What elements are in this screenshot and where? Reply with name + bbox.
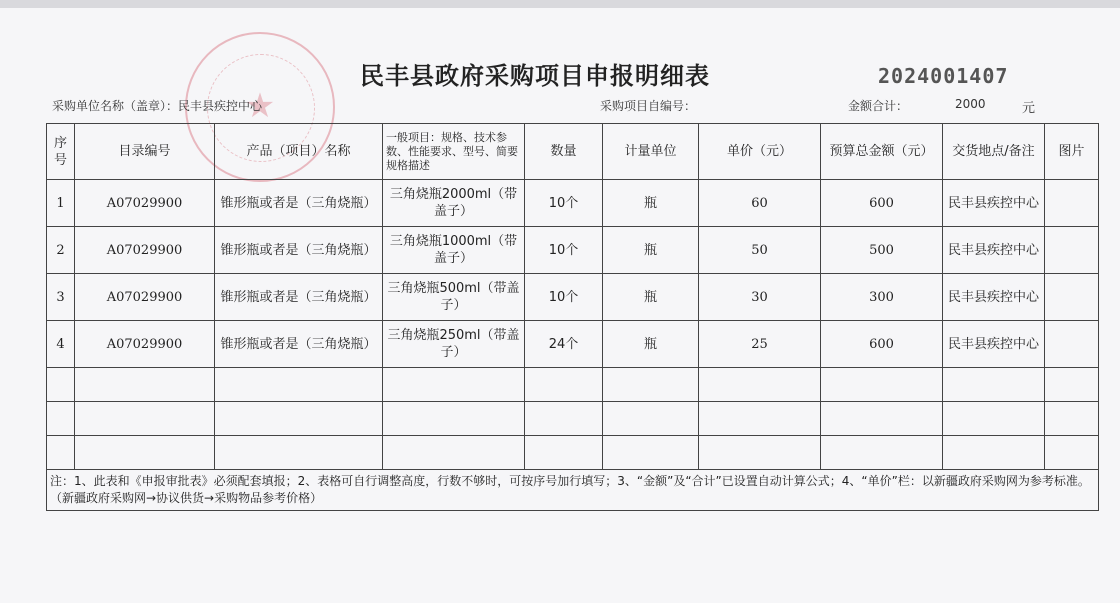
- empty-row: [47, 402, 1099, 436]
- project-number-label: 采购项目自编号：: [600, 99, 697, 113]
- header-budget: 预算总金额（元）: [821, 124, 943, 180]
- cell-delivery: 民丰县疾控中心: [943, 274, 1045, 321]
- procurement-table: [46, 123, 1099, 511]
- cell-price: 60: [699, 180, 821, 227]
- cell-price: 50: [699, 227, 821, 274]
- cell-product: 锥形瓶或者是（三角烧瓶）: [215, 274, 383, 321]
- cell-unit: 瓶: [603, 180, 699, 227]
- cell-seq: 2: [47, 227, 75, 274]
- cell-seq: 1: [47, 180, 75, 227]
- table-row: [47, 227, 1099, 274]
- table-header-row: [47, 124, 1099, 180]
- cell-unit: 瓶: [603, 227, 699, 274]
- header-qty: 数量: [525, 124, 603, 180]
- cell-budget: 600: [821, 321, 943, 368]
- seal-star-icon: ★: [244, 86, 276, 126]
- table-row: [47, 180, 1099, 227]
- cell-unit: 瓶: [603, 274, 699, 321]
- header-delivery: 交货地点/备注: [943, 124, 1045, 180]
- cell-image: [1045, 321, 1099, 368]
- header-product: 产品（项目）名称: [215, 124, 383, 180]
- header-price: 单价（元）: [699, 124, 821, 180]
- cell-seq: 3: [47, 274, 75, 321]
- cell-unit: 瓶: [603, 321, 699, 368]
- cell-delivery: 民丰县疾控中心: [943, 227, 1045, 274]
- cell-catalog: A07029900: [75, 321, 215, 368]
- serial-number: 2024001407: [878, 64, 1009, 88]
- amount-total-value: 2000: [955, 97, 986, 111]
- cell-seq: 4: [47, 321, 75, 368]
- cell-catalog: A07029900: [75, 274, 215, 321]
- amount-total-label: 金额合计：: [848, 99, 909, 113]
- cell-qty: 10个: [525, 180, 603, 227]
- cell-spec: 三角烧瓶1000ml（带盖子）: [383, 227, 525, 274]
- header-unit: 计量单位: [603, 124, 699, 180]
- cell-price: 25: [699, 321, 821, 368]
- note-row: [47, 470, 1099, 511]
- cell-budget: 600: [821, 180, 943, 227]
- currency-label: 元: [1022, 101, 1036, 116]
- cell-price: 30: [699, 274, 821, 321]
- cell-qty: 24个: [525, 321, 603, 368]
- cell-product: 锥形瓶或者是（三角烧瓶）: [215, 321, 383, 368]
- cell-budget: 300: [821, 274, 943, 321]
- header-catalog: 目录编号: [75, 124, 215, 180]
- cell-delivery: 民丰县疾控中心: [943, 180, 1045, 227]
- cell-qty: 10个: [525, 227, 603, 274]
- empty-row: [47, 368, 1099, 402]
- cell-image: [1045, 274, 1099, 321]
- cell-spec: 三角烧瓶2000ml（带盖子）: [383, 180, 525, 227]
- header-seq: 序号: [47, 124, 75, 180]
- cell-spec: 三角烧瓶500ml（带盖子）: [383, 274, 525, 321]
- scan-top-edge: [0, 0, 1120, 8]
- header-spec: 一般项目：规格、技术参数、性能要求、型号、简要规格描述: [383, 124, 525, 180]
- page-title: 民丰县政府采购项目申报明细表: [360, 62, 710, 90]
- purchasing-unit-label: 采购单位名称（盖章）：民丰县疾控中心: [52, 99, 263, 113]
- cell-qty: 10个: [525, 274, 603, 321]
- cell-product: 锥形瓶或者是（三角烧瓶）: [215, 227, 383, 274]
- cell-budget: 500: [821, 227, 943, 274]
- cell-delivery: 民丰县疾控中心: [943, 321, 1045, 368]
- cell-product: 锥形瓶或者是（三角烧瓶）: [215, 180, 383, 227]
- cell-image: [1045, 227, 1099, 274]
- footnote: 注：1、此表和《申报审批表》必须配套填报；2、表格可自行调整高度，行数不够时，可按序号加行填写；3、“金额”及“合计”已设置自动计算公式；4、“单价”栏：以新疆政府采购网为参考标准。（新疆政府采购网→协议供货→采购物品参考价格）: [47, 470, 1099, 511]
- table-row: [47, 274, 1099, 321]
- cell-catalog: A07029900: [75, 227, 215, 274]
- cell-image: [1045, 180, 1099, 227]
- header-image: 图片: [1045, 124, 1099, 180]
- cell-spec: 三角烧瓶250ml（带盖子）: [383, 321, 525, 368]
- cell-catalog: A07029900: [75, 180, 215, 227]
- empty-row: [47, 436, 1099, 470]
- table-row: [47, 321, 1099, 368]
